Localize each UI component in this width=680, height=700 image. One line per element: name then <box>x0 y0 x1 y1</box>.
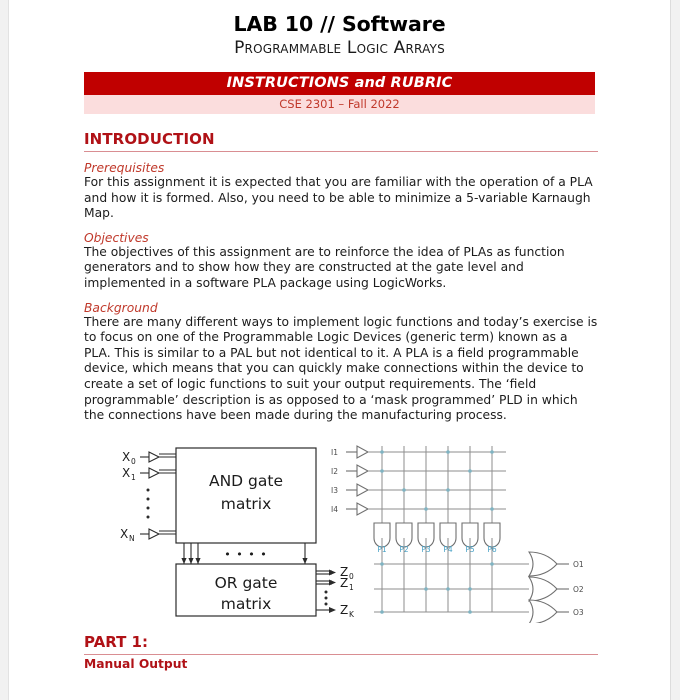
pla-grid-diagram <box>324 440 589 623</box>
pla-output-label-o2: O2 <box>573 584 584 594</box>
product-term-label-p4: P4 <box>443 544 453 554</box>
section-rule <box>84 151 598 152</box>
pla-input-label-i3: I3 <box>331 485 338 495</box>
product-term-label-p5: P5 <box>465 544 475 554</box>
paragraph-background: There are many different ways to implement logic functions and today’s exercise is to focus on one of the Programmable Logic Devices (generic term) known as a PLA. This is similar to a PAL but not identical to it. A PLA is a field programmable device, which means that you can quickly make connections within the device to create a set of logic functions to suit your output requirements. The ‘field programmable’ description is as opposed to a ‘mask programmed’ PLD in which the connections have been made during the manufacturing process. <box>84 314 598 423</box>
product-term-label-p3: P3 <box>421 544 431 554</box>
output-label-z1: Z <box>340 575 349 590</box>
paragraph-prerequisites: For this assignment it is expected that you are familiar with the operation of a PLA and how it is formed. Also, you need to be able to minimize a 5-variable Karnaugh Map. <box>84 175 593 221</box>
or-matrix-label-line1: OR gate <box>214 573 278 592</box>
input-sub-x0: 0 <box>131 456 136 466</box>
pla-output-label-o1: O1 <box>573 559 584 569</box>
interconnect-dots: • • • • <box>224 547 268 561</box>
part-1-section <box>84 633 598 671</box>
pla-input-label-i1: I1 <box>331 447 338 457</box>
product-term-label-p2: P2 <box>399 544 409 554</box>
output-sub-z1: 1 <box>349 582 354 592</box>
output-sub-zk: K <box>349 609 354 619</box>
part-rule <box>84 654 598 655</box>
product-term-label-p6: P6 <box>487 544 497 554</box>
output-label-zk: Z <box>340 602 349 617</box>
subheading-prerequisites: Prerequisites <box>84 161 165 175</box>
output-sub-z0: 0 <box>349 571 354 581</box>
part-subheading: Manual Output <box>84 656 188 671</box>
document-body <box>9 130 670 671</box>
pla-output-label-o3: O3 <box>573 607 584 617</box>
page-title: LAB 10 // Software <box>233 12 446 36</box>
paragraph-objectives: The objectives of this assignment are to reinforce the idea of PLAs as function generators and to show how they are constructed at the gate level and implemented in a software PLA package using LogicWorks. <box>84 244 565 291</box>
subheading-background: Background <box>84 300 158 315</box>
output-label-z0: Z <box>340 564 349 579</box>
banner-course: CSE 2301 – Fall 2022 <box>84 95 595 114</box>
subheading-objectives: Objectives <box>84 230 149 245</box>
figure-pla-diagrams <box>84 438 598 623</box>
input-label-x0: X <box>122 449 131 464</box>
and-matrix-label-line1: AND gate <box>208 471 284 490</box>
document-page <box>8 0 671 700</box>
input-label-x1: X <box>122 465 131 480</box>
section-heading-introduction: INTRODUCTION <box>84 130 215 148</box>
page-subtitle: Programmable Logic Arrays <box>234 38 445 58</box>
and-matrix-label-line2: matrix <box>220 494 272 513</box>
pla-input-label-i4: I4 <box>331 504 338 514</box>
part-heading: PART 1: <box>84 632 148 651</box>
pla-input-label-i2: I2 <box>331 466 338 476</box>
product-term-label-p1: P1 <box>377 544 387 554</box>
input-label-xn: X <box>120 526 129 541</box>
banner <box>9 72 670 114</box>
input-sub-x1: 1 <box>131 472 136 482</box>
or-matrix-label-line2: matrix <box>220 594 272 613</box>
banner-title: INSTRUCTIONS and RUBRIC <box>84 72 595 95</box>
input-sub-xn: N <box>129 533 135 543</box>
